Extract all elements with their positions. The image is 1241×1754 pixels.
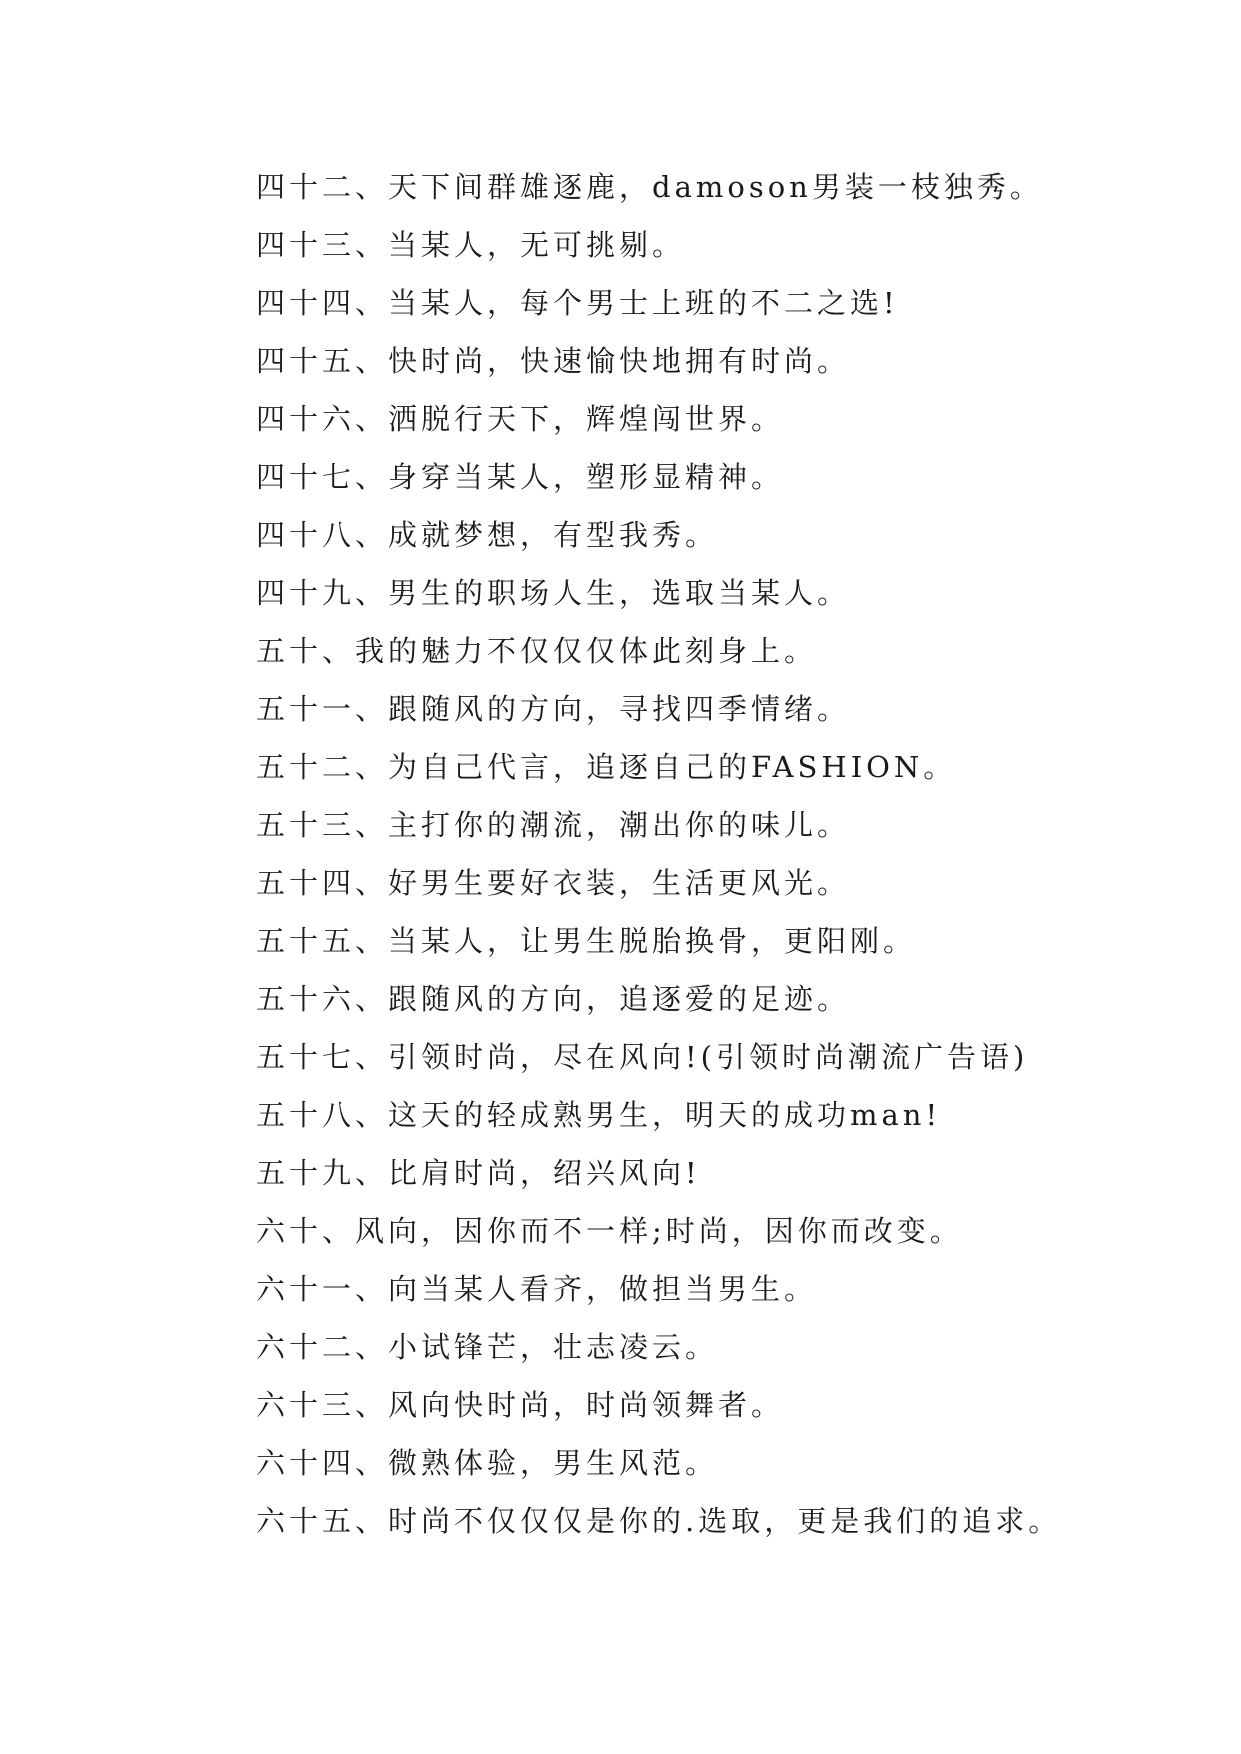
slogan-line: 四十三、当某人，无可挑剔。 — [256, 228, 686, 262]
slogan-line: 五十九、比肩时尚，绍兴风向! — [256, 1156, 701, 1190]
slogan-line: 四十八、成就梦想，有型我秀。 — [256, 518, 719, 552]
slogan-line: 五十八、这天的轻成熟男生，明天的成功man! — [256, 1098, 942, 1132]
slogan-line: 四十七、身穿当某人，塑形显精神。 — [256, 460, 785, 494]
slogan-line: 五十一、跟随风的方向，寻找四季情绪。 — [256, 692, 851, 726]
slogan-line: 四十四、当某人，每个男士上班的不二之选! — [256, 286, 899, 320]
slogan-line: 五十四、好男生要好衣装，生活更风光。 — [256, 866, 851, 900]
slogan-line: 四十六、洒脱行天下，辉煌闯世界。 — [256, 402, 785, 436]
slogan-line: 六十三、风向快时尚，时尚领舞者。 — [256, 1388, 785, 1422]
slogan-line: 六十五、时尚不仅仅仅是你的.选取，更是我们的追求。 — [256, 1504, 1062, 1538]
slogan-list — [256, 158, 1176, 1550]
slogan-line: 四十二、天下间群雄逐鹿，damoson男装一枝独秀。 — [256, 170, 1043, 204]
slogan-line: 六十二、小试锋芒，壮志凌云。 — [256, 1330, 719, 1364]
slogan-line: 五十三、主打你的潮流，潮出你的味儿。 — [256, 808, 851, 842]
slogan-line: 六十一、向当某人看齐，做担当男生。 — [256, 1272, 818, 1306]
slogan-line: 五十六、跟随风的方向，追逐爱的足迹。 — [256, 982, 851, 1016]
slogan-line: 五十、我的魅力不仅仅仅体此刻身上。 — [256, 634, 818, 668]
slogan-line: 六十四、微熟体验，男生风范。 — [256, 1446, 719, 1480]
slogan-line: 五十七、引领时尚，尽在风向!(引领时尚潮流广告语) — [256, 1040, 1029, 1074]
slogan-line: 四十五、快时尚，快速愉快地拥有时尚。 — [256, 344, 851, 378]
slogan-line: 五十二、为自己代言，追逐自己的FASHION。 — [256, 750, 957, 784]
slogan-line: 四十九、男生的职场人生，选取当某人。 — [256, 576, 851, 610]
slogan-line: 五十五、当某人，让男生脱胎换骨，更阳刚。 — [256, 924, 917, 958]
slogan-line: 六十、风向，因你而不一样;时尚，因你而改变。 — [256, 1214, 963, 1248]
